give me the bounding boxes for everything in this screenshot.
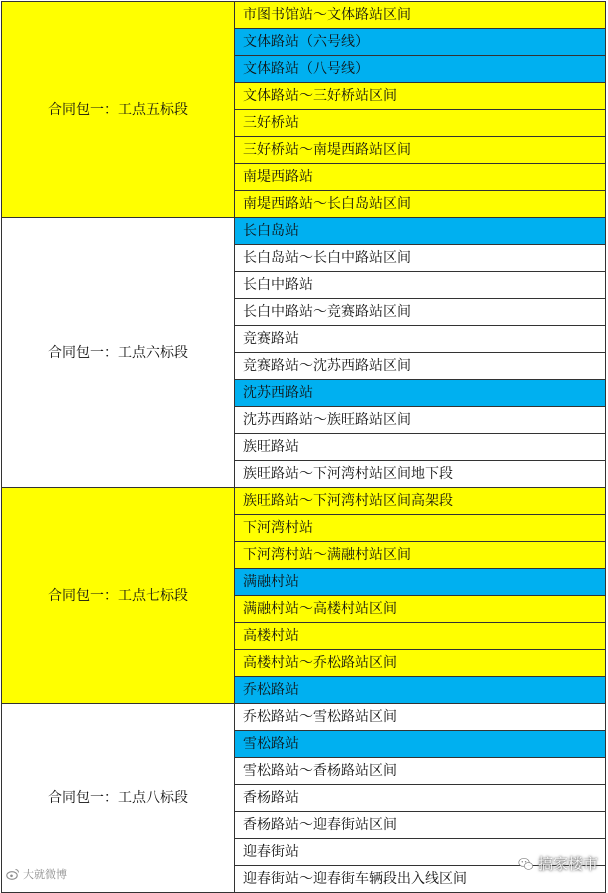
segment-name: 雪松路站～香杨路站区间 [235,758,606,785]
weibo-icon [6,868,20,880]
segment-name: 族旺路站 [235,434,606,461]
weibo-watermark-text: 大就微博 [23,868,67,881]
contract-section-label: 合同包一：工点五标段 [2,2,235,218]
segment-name: 市图书馆站～文体路站区间 [235,2,606,29]
segment-name: 族旺路站～下河湾村站区间高架段 [235,488,606,515]
segment-name: 高楼村站～乔松路站区间 [235,650,606,677]
segment-name: 下河湾村站～满融村站区间 [235,542,606,569]
segment-name: 满融村站～高楼村站区间 [235,596,606,623]
segment-name: 长白中路站 [235,272,606,299]
segment-name: 南堤西路站 [235,164,606,191]
wechat-watermark [518,853,598,874]
contract-section-label: 合同包一：工点六标段 [2,218,235,488]
table-row [2,704,606,731]
segment-table-body [2,2,606,893]
wechat-icon [518,857,534,871]
segment-name: 沈苏西路站 [235,380,606,407]
segment-name: 文体路站（八号线） [235,56,606,83]
segment-name: 下河湾村站 [235,515,606,542]
segment-name: 竞赛路站 [235,326,606,353]
segment-name: 南堤西路站～长白岛站区间 [235,191,606,218]
segment-name: 三好桥站～南堤西路站区间 [235,137,606,164]
segment-name: 香杨路站 [235,785,606,812]
table-row [2,2,606,29]
segment-name: 长白中路站～竞赛路站区间 [235,299,606,326]
segment-name: 族旺路站～下河湾村站区间地下段 [235,461,606,488]
segment-name: 竞赛路站～沈苏西路站区间 [235,353,606,380]
segment-name: 文体路站（六号线） [235,29,606,56]
segment-name: 乔松路站 [235,677,606,704]
weibo-watermark [6,866,67,882]
segment-name: 三好桥站 [235,110,606,137]
contract-section-label: 合同包一：工点八标段 [2,704,235,893]
segment-name: 满融村站 [235,569,606,596]
segment-name: 文体路站～三好桥站区间 [235,83,606,110]
segment-name: 长白岛站～长白中路站区间 [235,245,606,272]
segment-name: 长白岛站 [235,218,606,245]
segment-name: 乔松路站～雪松路站区间 [235,704,606,731]
segment-name: 迎春街站 [235,839,606,866]
table-row [2,488,606,515]
segment-name: 香杨路站～迎春街站区间 [235,812,606,839]
segment-table [1,1,606,893]
contract-section-label: 合同包一：工点七标段 [2,488,235,704]
segment-name: 高楼村站 [235,623,606,650]
segment-name: 雪松路站 [235,731,606,758]
segment-name: 沈苏西路站～族旺路站区间 [235,407,606,434]
segment-name: 迎春街站～迎春街车辆段出入线区间 [235,866,606,893]
wechat-watermark-text: 搞家楼市 [537,855,598,873]
segment-table-container [1,1,606,893]
table-row [2,218,606,245]
